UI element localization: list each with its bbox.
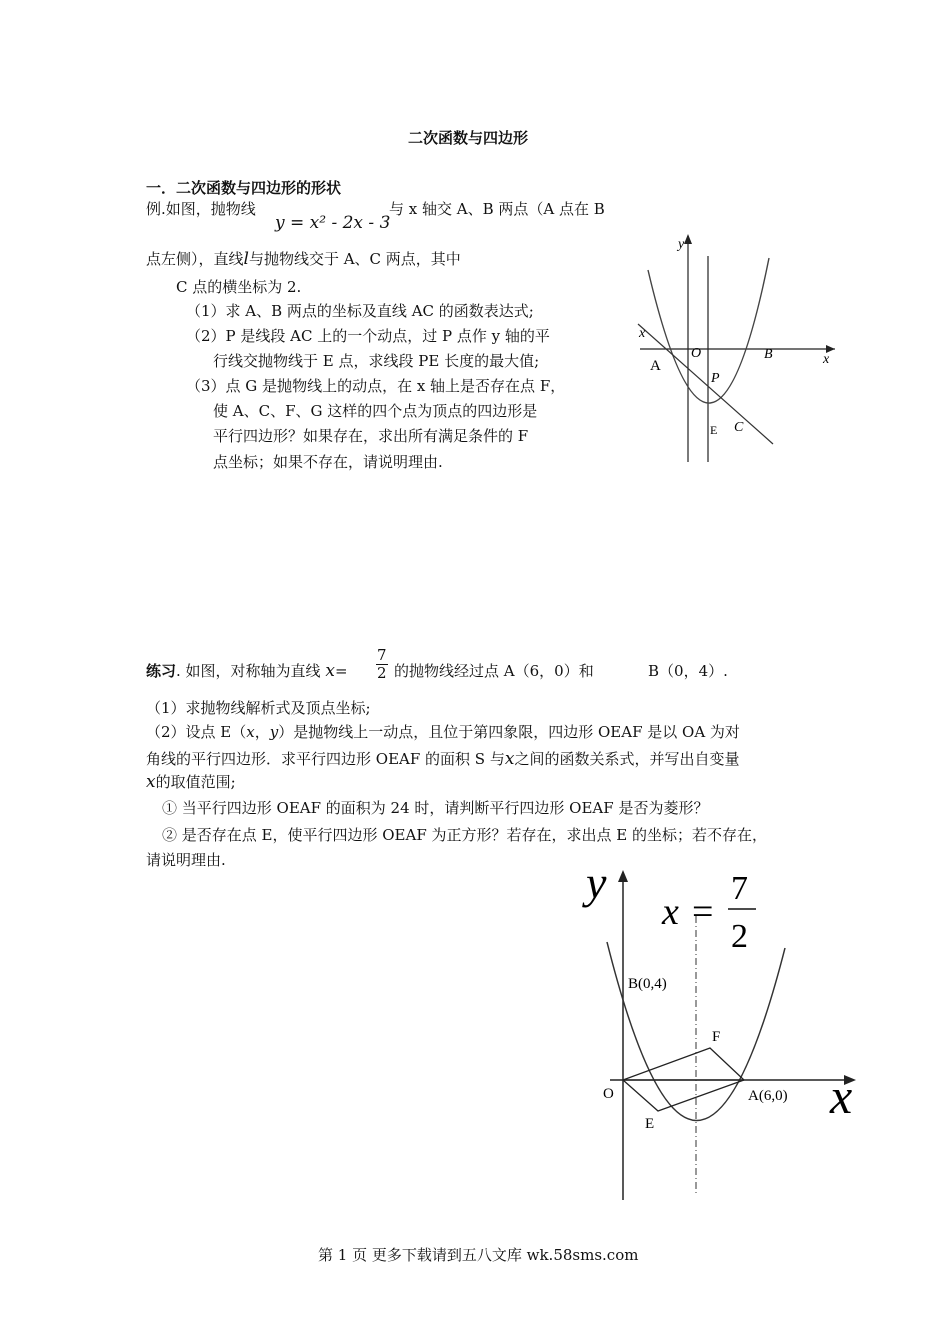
practice-line1-c: B（0，4）.	[648, 662, 728, 680]
fig2-eq-x: x	[662, 891, 679, 933]
question-3-line4: 点坐标；如果不存在，请说明理由.	[213, 453, 443, 471]
fraction	[376, 647, 388, 682]
practice-q2-line2-x: x	[504, 749, 515, 769]
practice-q2-line3-x: x	[146, 772, 156, 792]
fig1-label-e: E	[710, 423, 718, 437]
practice-q2-x: x	[246, 723, 255, 741]
fraction-numerator: 7	[377, 646, 387, 664]
practice-q2-comma: ，	[254, 723, 270, 741]
fig2-y-arrow	[618, 870, 628, 882]
practice-q2-line3	[146, 772, 236, 792]
practice-line1-a: . 如图，对称轴为直线	[176, 662, 321, 680]
practice-axis-fraction	[374, 647, 390, 682]
question-2-line2: 行线交抛物线于 E 点，求线段 PE 长度的最大值;	[213, 352, 540, 370]
fig2-label-f: F	[712, 1029, 721, 1045]
fig1-label-a: A	[650, 358, 661, 374]
example-intro-prefix: 例.如图，抛物线	[146, 200, 256, 218]
fig2-eq-den: 2	[731, 918, 748, 955]
example-intro	[146, 199, 256, 219]
fig2-label-y: y	[586, 858, 607, 908]
fig1-line-ac	[638, 324, 773, 444]
practice-sub1: ① 当平行四边形 OEAF 的面积为 24 时，请判断平行四边形 OEAF 是否为菱形？	[162, 799, 709, 817]
example-line2-prefix: 点左侧），直线	[146, 250, 244, 268]
fig2-label-x: x	[830, 1068, 853, 1124]
question-3-line1: （3）点 G 是抛物线上的动点，在 x 轴上是否存在点 F，	[186, 377, 566, 395]
section-heading: 一．二次函数与四边形的形状	[146, 179, 342, 197]
practice-sub2-cont: 请说明理由.	[146, 851, 226, 869]
example-line2-suffix: 与抛物线交于 A、C 两点，其中	[248, 250, 461, 268]
figure-2-parabola-parallelogram	[570, 858, 900, 1208]
fig1-label-p: P	[711, 371, 720, 386]
fig1-label-y: y	[678, 237, 685, 252]
practice-axis-eq: =	[334, 662, 348, 680]
practice-q2-line2-b: 之间的函数关系式，并写出自变量	[514, 750, 740, 768]
practice-q2-a: （2）设点 E（	[146, 723, 247, 741]
fig1-label-x-left: x	[639, 326, 646, 341]
line-name: l	[243, 249, 249, 269]
fig2-label-a: A(6,0)	[748, 1088, 788, 1104]
example-equation: y = x² - 2x - 3	[275, 213, 391, 233]
fig2-eq-sign: =	[692, 891, 714, 933]
fraction-denominator: 2	[377, 664, 387, 682]
fig2-label-e: E	[645, 1116, 655, 1132]
question-2-line1: （2）P 是线段 AC 上的一个动点，过 P 点作 y 轴的平	[186, 327, 550, 345]
figure-1-parabola-graph	[630, 230, 850, 470]
example-line3: C 点的横坐标为 2.	[176, 278, 302, 296]
practice-sub2: ② 是否存在点 E，使平行四边形 OEAF 为正方形？若存在，求出点 E 的坐标；若不存在，	[162, 826, 767, 844]
fig1-label-x-right: x	[823, 352, 830, 367]
practice-label: 练习	[146, 662, 177, 680]
fig1-label-b: B	[764, 347, 773, 362]
example-line2	[146, 249, 461, 269]
practice-axis-var: x	[325, 661, 335, 681]
practice-q2-y: y	[269, 723, 279, 741]
practice-line1	[146, 661, 348, 681]
practice-q2-line2-a: 角线的平行四边形．求平行四边形 OEAF 的面积 S 与	[146, 750, 505, 768]
page-title: 二次函数与四边形	[408, 129, 529, 147]
question-3-line2: 使 A、C、F、G 这样的四个点为顶点的四边形是	[213, 402, 538, 420]
question-3-line3: 平行四边形？如果存在，求出所有满足条件的 F	[213, 427, 529, 445]
fig1-label-o: O	[691, 346, 702, 361]
fig2-label-b: B(0,4)	[628, 976, 667, 992]
practice-line1-b: 的抛物线经过点 A（6，0）和	[394, 662, 594, 680]
example-intro-suffix: 与 x 轴交 A、B 两点（A 点在 B	[389, 200, 605, 218]
fig2-label-o: O	[603, 1086, 614, 1102]
fig2-eq-num: 7	[731, 870, 748, 907]
page-footer: 第 1 页 更多下载请到五八文库 wk.58sms.com	[318, 1246, 639, 1264]
question-1: （1）求 A、B 两点的坐标及直线 AC 的函数表达式;	[186, 302, 534, 320]
practice-q2-line3-b: 的取值范围;	[155, 773, 236, 791]
practice-q2-line1	[146, 722, 740, 742]
practice-q2-line2	[146, 749, 739, 769]
fig1-label-c: C	[734, 420, 744, 435]
fig1-y-arrow	[684, 234, 692, 244]
practice-q1: （1）求抛物线解析式及顶点坐标;	[146, 699, 371, 717]
practice-q2-b: ）是抛物线上一动点，且位于第四象限，四边形 OEAF 是以 OA 为对	[278, 723, 740, 741]
